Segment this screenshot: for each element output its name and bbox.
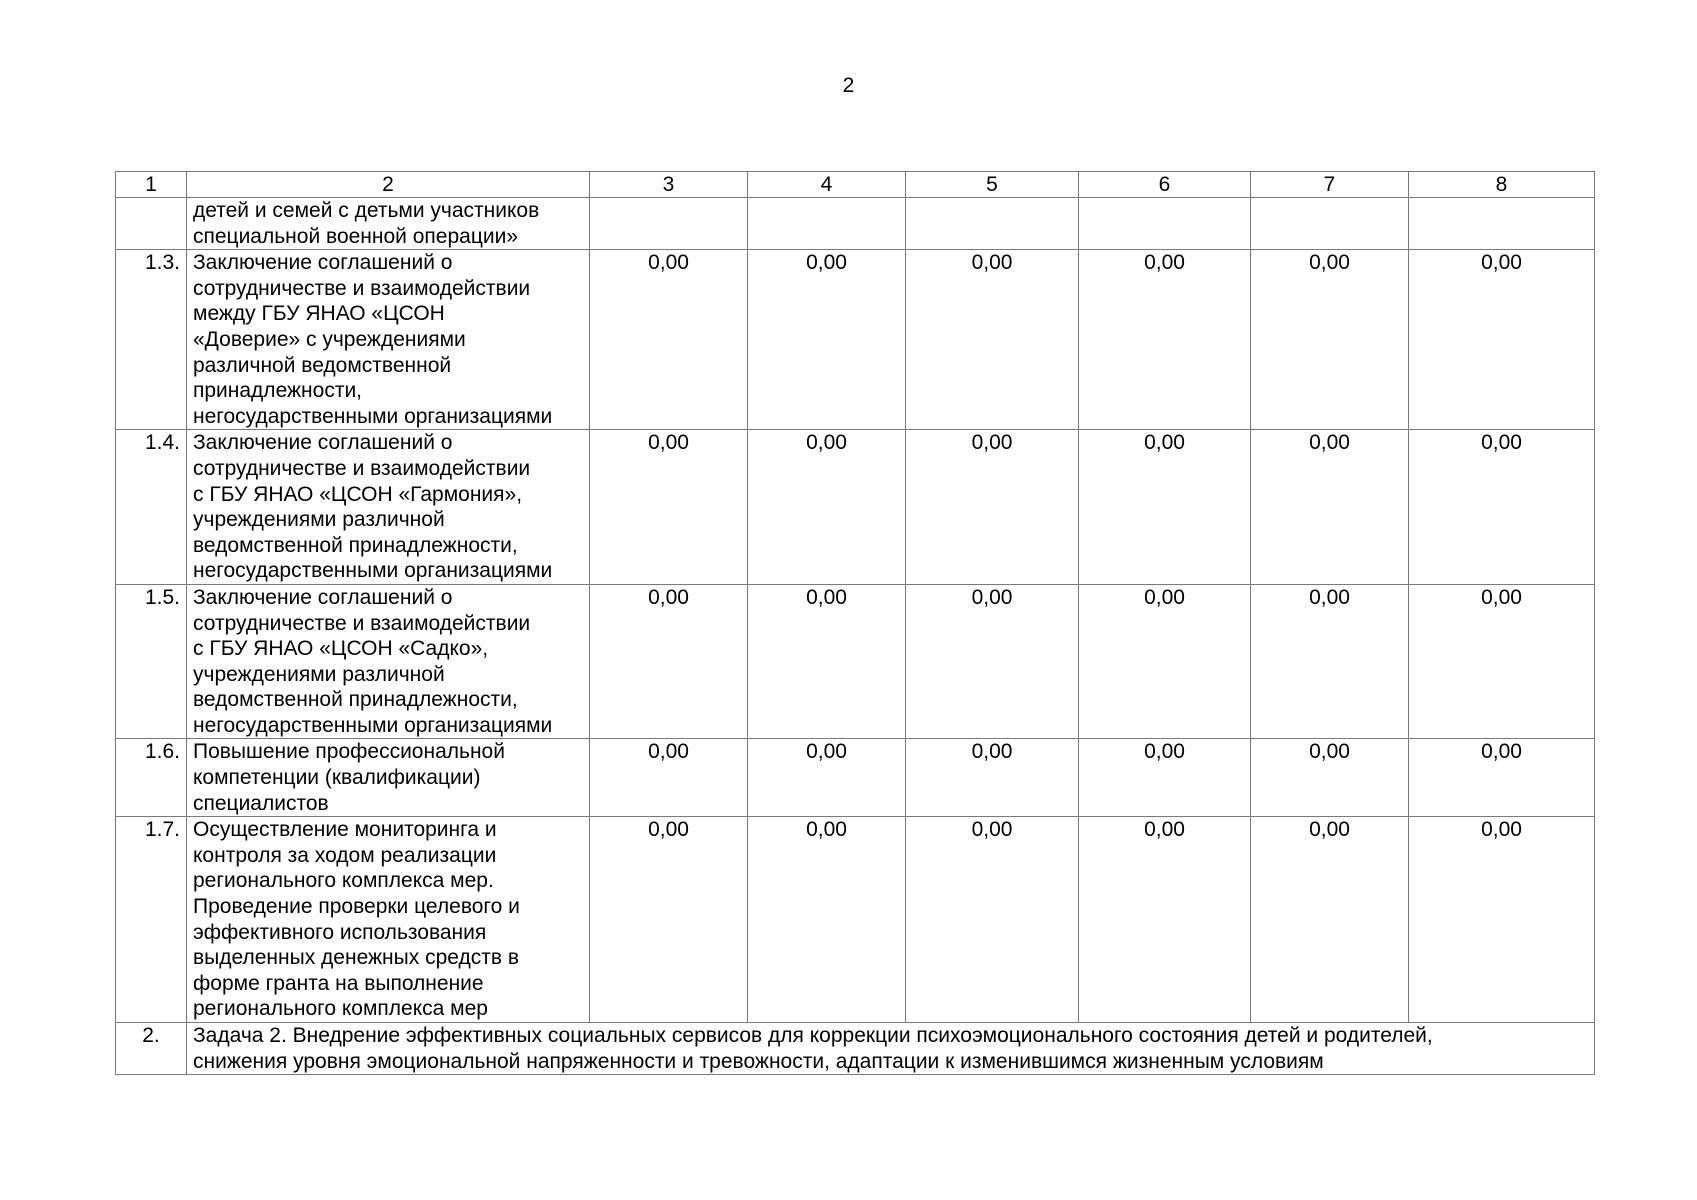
empty-cell [1079,198,1251,250]
empty-cell [590,198,748,250]
value-cell: 0,00 [1409,250,1595,430]
value-cell: 0,00 [906,430,1079,585]
value-cell: 0,00 [906,739,1079,817]
header-col-8: 8 [1409,172,1595,198]
row-description: Заключение соглашений о сотрудничестве и взаимодействии с ГБУ ЯНАО «ЦСОН «Гармония», учреждениями различной ведомственной принадлежности, негосударственными организациями [187,430,590,585]
value-cell: 0,00 [1079,817,1251,1023]
row-number: 1.7. [116,817,187,1023]
value-cell: 0,00 [748,817,906,1023]
continuation-row [116,198,1595,250]
table-row [116,817,1595,1023]
empty-cell [1251,198,1409,250]
task-number: 2. [116,1023,187,1075]
row-description: Заключение соглашений о сотрудничестве и взаимодействии между ГБУ ЯНАО «ЦСОН «Доверие» с учреждениями различной ведомственной принадлежности, негосударственными организациями [187,250,590,430]
value-cell: 0,00 [748,584,906,739]
value-cell: 0,00 [1409,739,1595,817]
row-description: Заключение соглашений о сотрудничестве и взаимодействии с ГБУ ЯНАО «ЦСОН «Садко», учреждениями различной ведомственной принадлежности, негосударственными организациями [187,584,590,739]
value-cell: 0,00 [590,250,748,430]
header-col-5: 5 [906,172,1079,198]
header-col-3: 3 [590,172,748,198]
table-row [116,430,1595,585]
page-number: 2 [842,74,855,97]
value-cell: 0,00 [1079,584,1251,739]
header-col-2: 2 [187,172,590,198]
continuation-text: детей и семей с детьми участников специальной военной операции» [187,198,590,250]
value-cell: 0,00 [1251,817,1409,1023]
row-description: Повышение профессиональной компетенции (квалификации) специалистов [187,739,590,817]
value-cell: 0,00 [1409,817,1595,1023]
header-col-7: 7 [1251,172,1409,198]
row-number: 1.4. [116,430,187,585]
empty-cell [748,198,906,250]
row-number: 1.5. [116,584,187,739]
value-cell: 0,00 [1251,584,1409,739]
value-cell: 0,00 [1409,430,1595,585]
header-col-4: 4 [748,172,906,198]
value-cell: 0,00 [906,584,1079,739]
value-cell: 0,00 [1251,739,1409,817]
value-cell: 0,00 [590,584,748,739]
value-cell: 0,00 [748,430,906,585]
task-text: Задача 2. Внедрение эффективных социальных сервисов для коррекции психоэмоционального состояния детей и родителей, снижения уровня эмоциональной напряженности и тревожности, адаптации к изменившимся жизненным условиям [187,1023,1595,1075]
value-cell: 0,00 [748,739,906,817]
row-number: 1.3. [116,250,187,430]
value-cell: 0,00 [1409,584,1595,739]
value-cell: 0,00 [1079,739,1251,817]
header-row [116,172,1595,198]
value-cell: 0,00 [1251,430,1409,585]
value-cell: 0,00 [590,430,748,585]
value-cell: 0,00 [906,817,1079,1023]
table-row [116,739,1595,817]
value-cell: 0,00 [906,250,1079,430]
header-col-1: 1 [116,172,187,198]
table-row [116,584,1595,739]
activity-table [115,171,1595,1075]
value-cell: 0,00 [590,817,748,1023]
value-cell: 0,00 [1251,250,1409,430]
row-description: Осуществление мониторинга и контроля за ходом реализации регионального комплекса мер. Проведение проверки целевого и эффективного использования выделенных денежных средств в форме гранта на выполнение регионального комплекса мер [187,817,590,1023]
value-cell: 0,00 [590,739,748,817]
task-row [116,1023,1595,1075]
header-col-6: 6 [1079,172,1251,198]
row-number: 1.6. [116,739,187,817]
value-cell: 0,00 [748,250,906,430]
empty-cell [1409,198,1595,250]
continuation-num [116,198,187,250]
value-cell: 0,00 [1079,430,1251,585]
table-row [116,250,1595,430]
value-cell: 0,00 [1079,250,1251,430]
empty-cell [906,198,1079,250]
